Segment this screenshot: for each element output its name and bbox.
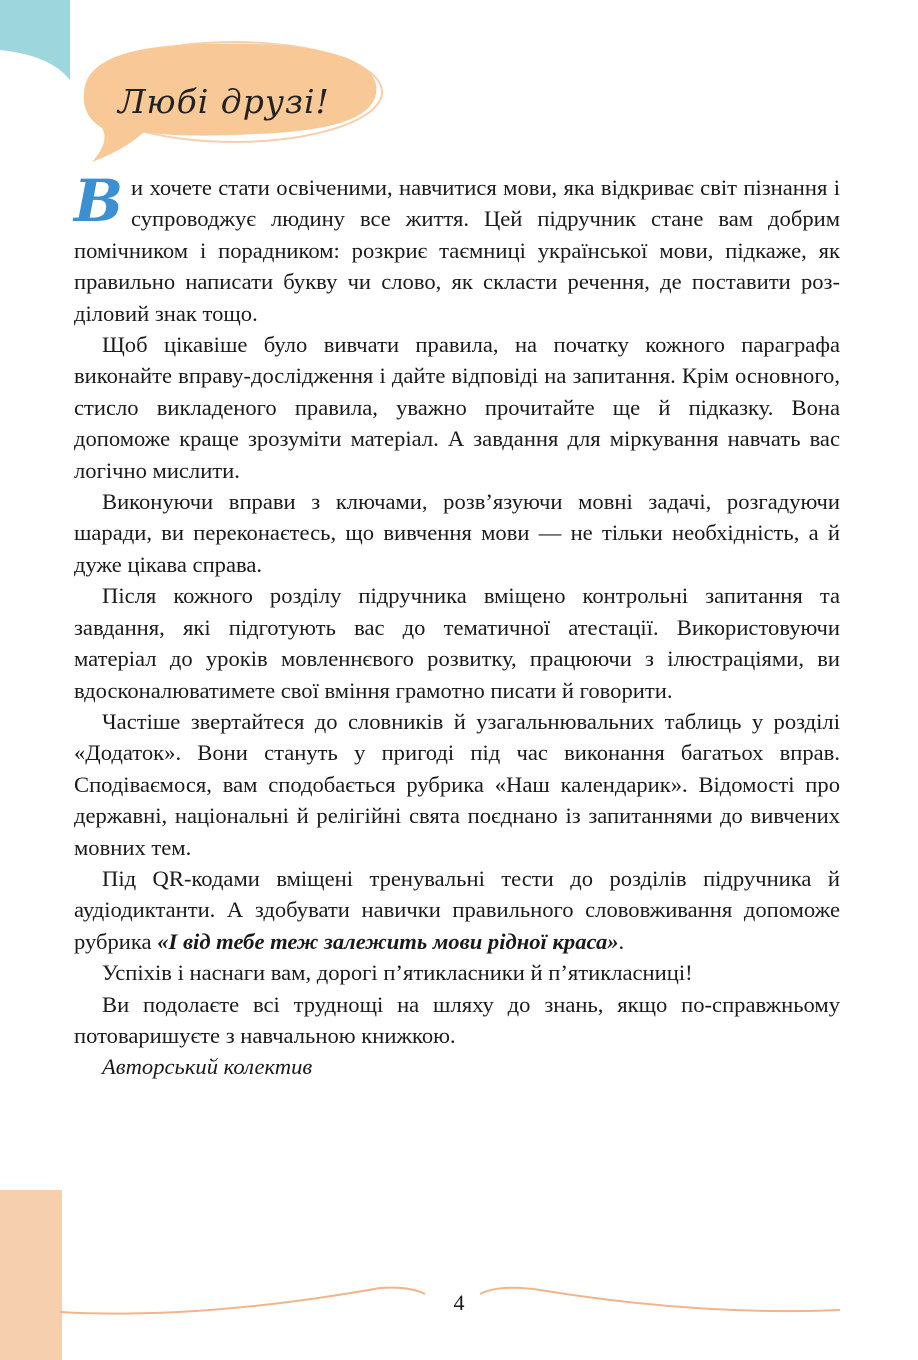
rubric-name: «І від тебе теж залежить мови рідної краса» <box>157 928 619 954</box>
paragraph-6: Під QR-кодами вміщені тренувальні тести до розділів підручника й аудіодиктанти. А здобувати навички правильного слововживання допоможе рубрика «І від тебе теж залежить мови рідної краса». <box>74 865 840 954</box>
drop-cap: В <box>74 167 124 235</box>
paragraph-8: Ви подолаєте всі труднощі на шляху до знань, якщо по-справжньому потоваришуєте з навчальною книжкою. <box>74 991 840 1048</box>
paragraph-7: Успіхів і наснаги вам, дорогі п’ятикласники й п’ятикласниці! <box>102 960 693 986</box>
top-corner-decoration <box>0 0 70 80</box>
paragraph-3: Виконуючи вправи з ключами, розв’язуючи мовні задачі, розгадуючи шаради, ви переконаєтесь, що вивчення мови — не тільки необхідність, а й дуже цікава справа. <box>74 489 840 577</box>
page-heading: Любі друзі! <box>118 82 330 121</box>
paragraph-2: Щоб цікавіше було вивчати правила, на початку кожного параграфа виконайте вправу-дослідження і дайте відповіді на запитання. Крім основного, стисло викладеного правила, уважно прочитайте ще й підказку. Вона допоможе краще зрозуміти матеріал. А завдання для міркування навчать вас логічно мислити. <box>74 332 840 483</box>
signature: Авторський колектив <box>102 1054 313 1080</box>
page-number: 4 <box>453 1290 465 1315</box>
paragraph-5: Частіше звертайтеся до словників й узагальнювальних таблиць у розділі «Додаток». Вони стануть у пригоді під час виконання багатьох вправ. Сподіваємося, вам сподобається рубрика «Наш календарик». Відомості про державні, національні й релігійні свята поєднано із запитаннями до вивчених мовних тем. <box>74 708 840 860</box>
intro-text <box>74 167 840 1083</box>
paragraph-4: Після кожного розділу підручника вміщено контрольні запитання та завдання, які підготують вас до тематичної атестації. Використовуючи матеріал до уроків мовленнєвого розвитку, працюючи з ілюстраціями, ви вдосконалюватимете свої вміння грамотно писати й говорити. <box>74 583 840 703</box>
paragraph-1: Ви хочете стати освіченими, навчитися мови, яка відкриває світ пізнання і супроводжує людину все життя. Цей підручник стане вам добрим помічником і порадником: розкриє таємниці української мови, підкаже, як правильно написати букву чи слово, як скласти речення, де поставити розділовий знак тощо. <box>74 167 840 326</box>
